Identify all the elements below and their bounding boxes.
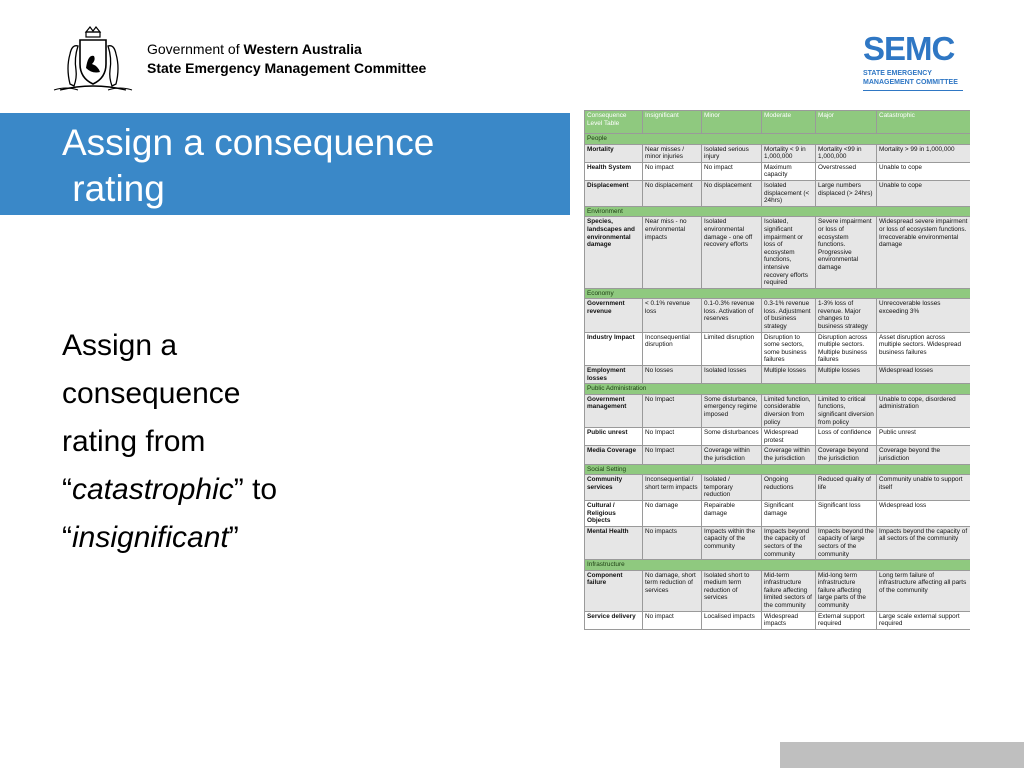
table-cell: Near miss - no environmental impacts [643,217,702,288]
table-cell: Impacts beyond the capacity of sectors of the community [762,526,816,559]
table-cell: Impacts beyond the capacity of large sectors of the community [816,526,877,559]
row-label: Government revenue [585,299,643,332]
table-row [585,332,971,365]
table-row [585,570,971,611]
table-cell: No impact [643,162,702,180]
table-cell: Widespread loss [877,500,971,526]
committee-name: State Emergency Management Committee [147,60,427,76]
table-cell: Widespread severe impairment or loss of ecosystem functions. Irrecoverable environmental damage [877,217,971,288]
word-catastrophic: catastrophic [72,473,234,506]
table-cell: No displacement [643,180,702,206]
semc-logo [863,32,967,91]
table-cell: Mid-long term infrastructure failure affecting large parts of the community [816,570,877,611]
row-label: Industry Impact [585,332,643,365]
row-label: Community services [585,475,643,501]
header-catastrophic: Catastrophic [877,111,971,134]
semc-logo-line2: MANAGEMENT COMMITTEE [863,79,958,86]
table-section-row [585,464,971,475]
table-cell: Isolated / temporary reduction [702,475,762,501]
table-cell: Isolated displacement (< 24hrs) [762,180,816,206]
table-row [585,394,971,427]
table-cell: Isolated losses [702,366,762,384]
table-cell: Repairable damage [702,500,762,526]
table-cell: Ongoing reductions [762,475,816,501]
table-cell: Widespread impacts [762,611,816,629]
table-cell: No Impact [643,394,702,427]
section-label: Environment [585,206,971,217]
row-label: Mortality [585,144,643,162]
gov-state: Western Australia [243,41,362,57]
consequence-level-table [584,110,970,732]
table-header-row [585,111,971,134]
body-line5 [62,514,277,562]
body-line2: consequence [62,377,241,410]
table-cell: No impact [643,611,702,629]
table-cell: Isolated short to medium term reduction of services [702,570,762,611]
section-label: Infrastructure [585,560,971,571]
table-cell: Large numbers displaced (> 24hrs) [816,180,877,206]
table-cell: No Impact [643,428,702,446]
table-cell: Widespread losses [877,366,971,384]
semc-logo-text: SEMC [863,30,955,67]
quote-close: ” [228,521,239,554]
row-label: Service delivery [585,611,643,629]
table-cell: No damage [643,500,702,526]
header-major: Major [816,111,877,134]
table-cell: No displacement [702,180,762,206]
table-row [585,366,971,384]
table-cell: Disruption across multiple sectors. Multiple business failures [816,332,877,365]
row-label: Government management [585,394,643,427]
row-label: Cultural / Religious Objects [585,500,643,526]
table-row [585,299,971,332]
table-cell: Severe impairment or loss of ecosystem functions. Progressive environmental damage [816,217,877,288]
row-label: Health System [585,162,643,180]
slide-title-line2: rating [62,168,165,209]
table-cell: Isolated, significant impairment or loss of ecosystem functions, intensive recovery efforts required [762,217,816,288]
table-cell: No losses [643,366,702,384]
table-row [585,217,971,288]
table-section-row [585,206,971,217]
table-cell: Mortality < 9 in 1,000,000 [762,144,816,162]
wa-coat-of-arms-logo [50,24,136,96]
table-row [585,475,971,501]
gov-prefix: Government of [147,41,244,57]
table-section-row [585,560,971,571]
quote-open-1: “ [62,473,72,506]
table-cell: Multiple losses [762,366,816,384]
table-cell: Multiple losses [816,366,877,384]
semc-logo-line1: STATE EMERGENCY [863,70,932,77]
semc-logo-rule [863,90,963,91]
table-row [585,500,971,526]
header-insignificant: Insignificant [643,111,702,134]
table-cell: 1-3% loss of revenue. Major changes to business strategy [816,299,877,332]
body-line3: rating from [62,425,206,458]
table-cell: Localised impacts [702,611,762,629]
table-section-row [585,384,971,395]
table-cell: Isolated serious injury [702,144,762,162]
row-label: Employment losses [585,366,643,384]
header-moderate: Moderate [762,111,816,134]
table-section-row [585,134,971,145]
table-cell: Some disturbances [702,428,762,446]
table-row [585,611,971,629]
row-label: Media Coverage [585,446,643,464]
header-minor: Minor [702,111,762,134]
quote-open-2: “ [62,521,72,554]
table-cell: < 0.1% revenue loss [643,299,702,332]
table-cell: Coverage within the jurisdiction [762,446,816,464]
quote-to: ” to [233,473,278,506]
table-row [585,180,971,206]
table-cell: Public unrest [877,428,971,446]
table-row [585,162,971,180]
table-cell: Maximum capacity [762,162,816,180]
slide-body-text [62,322,277,562]
table-cell: Community unable to support itself [877,475,971,501]
table-cell: Inconsequential / short term impacts [643,475,702,501]
table-cell: Overstressed [816,162,877,180]
body-line4 [62,466,277,514]
table-cell: Coverage beyond the jurisdiction [816,446,877,464]
table-cell: No impact [702,162,762,180]
header-level: Consequence Level Table [585,111,643,134]
table-cell: Disruption to some sectors, some business failures [762,332,816,365]
section-label: Economy [585,288,971,299]
table-row [585,428,971,446]
table-cell: Loss of confidence [816,428,877,446]
word-insignificant: insignificant [72,521,229,554]
table-cell: No damage, short term reduction of services [643,570,702,611]
table-row [585,144,971,162]
body-line1: Assign a [62,329,178,362]
section-label: Social Setting [585,464,971,475]
table-cell: Coverage within the jurisdiction [702,446,762,464]
row-label: Displacement [585,180,643,206]
table-cell: Large scale external support required [877,611,971,629]
consequence-table [584,110,970,630]
row-label: Species, landscapes and environmental damage [585,217,643,288]
table-cell: Long term failure of infrastructure affecting all parts of the community [877,570,971,611]
table-cell: Impacts within the capacity of the community [702,526,762,559]
government-heading [147,40,426,78]
section-label: People [585,134,971,145]
table-cell: Isolated environmental damage - one off recovery efforts [702,217,762,288]
table-cell: Limited disruption [702,332,762,365]
table-cell: Inconsequential disruption [643,332,702,365]
table-cell: No Impact [643,446,702,464]
row-label: Public unrest [585,428,643,446]
table-cell: Impacts beyond the capacity of all sectors of the community [877,526,971,559]
table-cell: Near misses / minor injuries [643,144,702,162]
table-cell: Mortality <99 in 1,000,000 [816,144,877,162]
table-cell: Limited function, considerable diversion from policy [762,394,816,427]
table-cell: Coverage beyond the jurisdiction [877,446,971,464]
table-cell: Some disturbance, emergency regime imposed [702,394,762,427]
table-section-row [585,288,971,299]
table-cell: No impacts [643,526,702,559]
table-cell: Significant damage [762,500,816,526]
table-cell: Unable to cope, disordered administration [877,394,971,427]
row-label: Mental Health [585,526,643,559]
table-cell: Mortality > 99 in 1,000,000 [877,144,971,162]
table-cell: Unable to cope [877,180,971,206]
slide-title-line1: Assign a consequence [62,122,435,163]
table-cell: Unable to cope [877,162,971,180]
table-cell: Reduced quality of life [816,475,877,501]
table-cell: Asset disruption across multiple sectors. Widespread business failures [877,332,971,365]
table-cell: External support required [816,611,877,629]
table-cell: Unrecoverable losses exceeding 3% [877,299,971,332]
table-cell: 0.3-1% revenue loss. Adjustment of business strategy [762,299,816,332]
row-label: Component failure [585,570,643,611]
table-cell: Limited to critical functions, significant diversion from policy [816,394,877,427]
table-cell: Widespread protest [762,428,816,446]
table-cell: 0.1-0.3% revenue loss. Activation of reserves [702,299,762,332]
table-row [585,526,971,559]
footer-bar [780,742,1024,768]
table-row [585,446,971,464]
table-cell: Mid-term infrastructure failure affecting limited sectors of the community [762,570,816,611]
table-cell: Significant loss [816,500,877,526]
slide-title [62,120,434,212]
section-label: Public Administration [585,384,971,395]
